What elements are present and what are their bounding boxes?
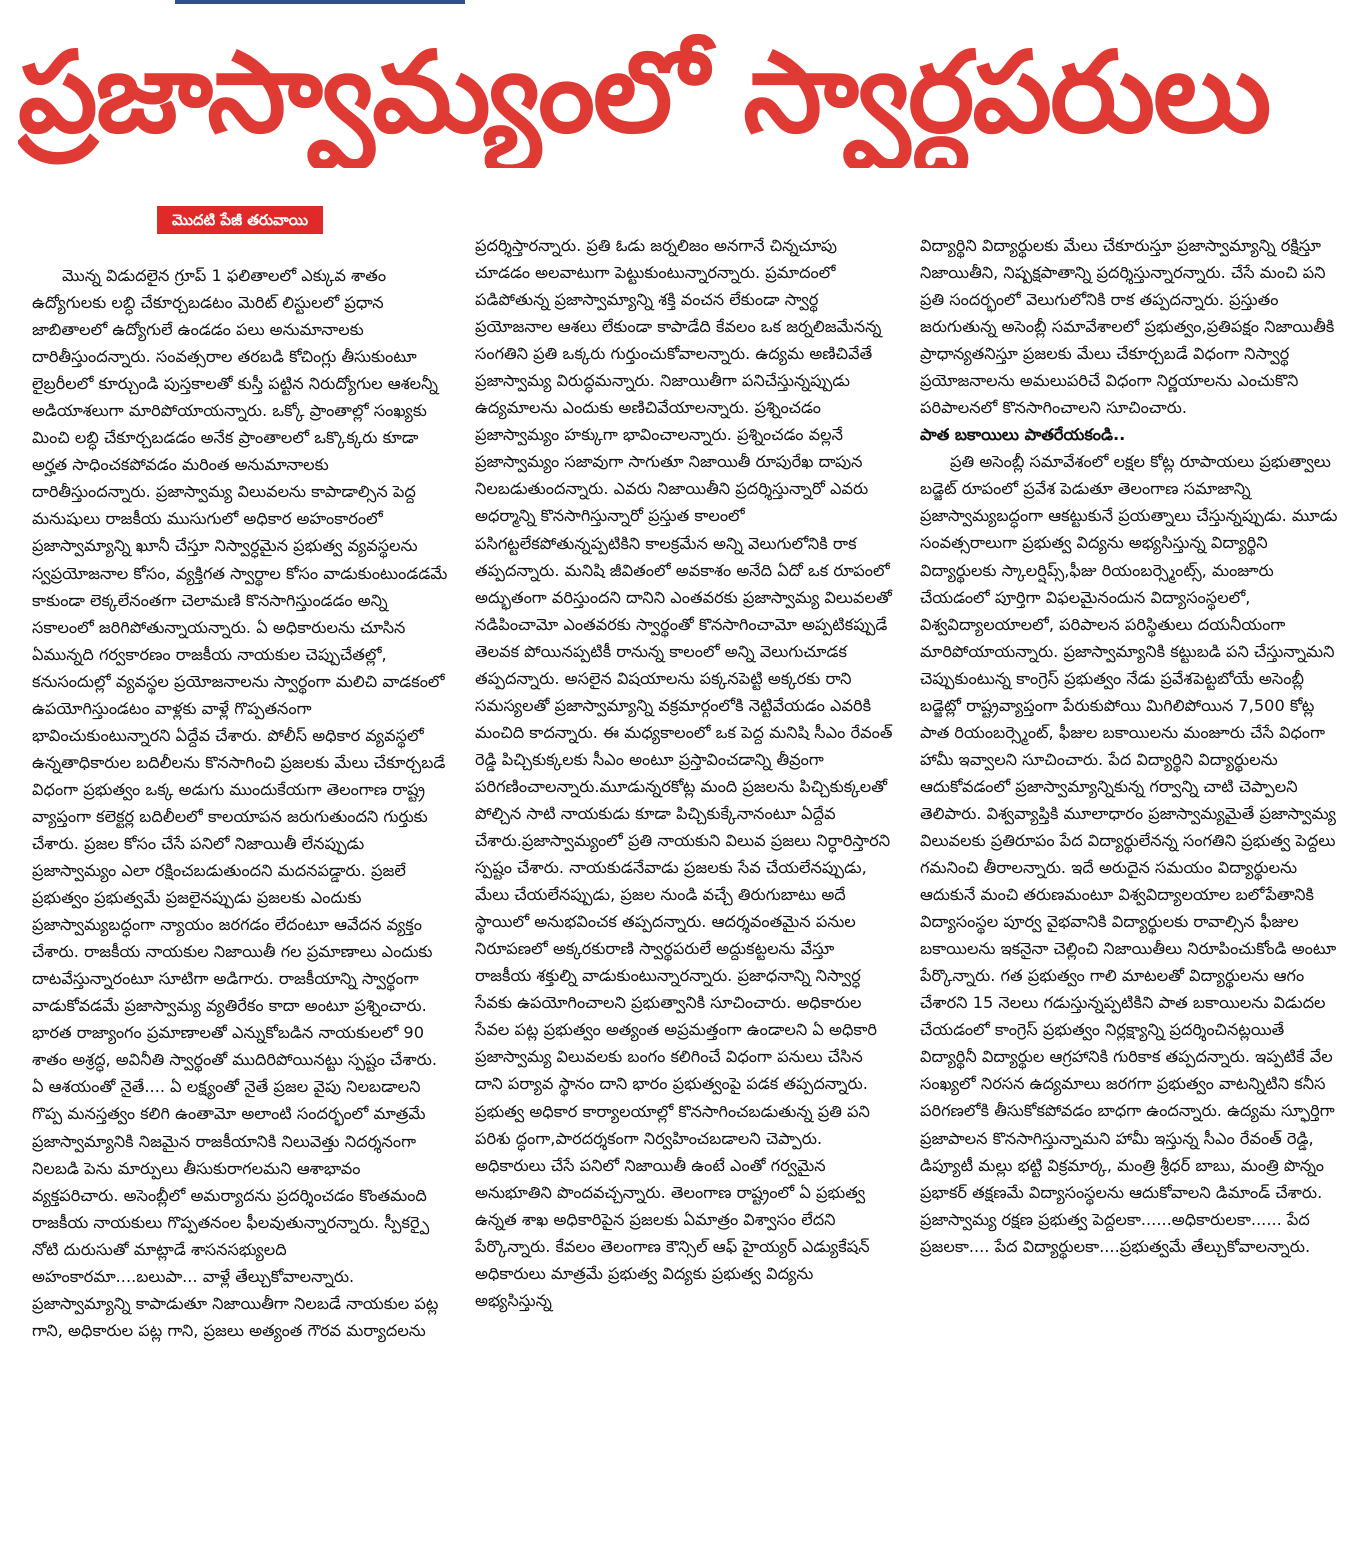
column-3-text-after: ప్రతి అసెంబ్లీ సమావేశంలో లక్షల కోట్ల రూపాయలు ప్రభుత్వాలు బడ్జెట్ రూపంలో ప్రవేశ పెడుతూ తెలంగాణ సమాజాన్ని ప్రజాస్వామ్యబద్ధంగా ఆకట్టుకునే ప్రయత్నాలు చేస్తున్నప్పుడు. మూడు సంవత్సరాలుగా ప్రభుత్వ విద్యను అభ్యసిస్తున్న విద్యార్థిని విద్యార్థులకు స్కాలర్షిప్స్,ఫీజు రియంబర్స్మెంట్స్, మంజూరు చేయడంలో పూర్తిగా విఫలమైనందున విద్యాసంస్థలలో, విశ్వవిద్యాలయాలలో, పరిపాలన పరిస్థితులు దయనీయంగా మారిపోయాయన్నారు. ప్రజాస్వామ్యానికి కట్టుబడి పని చేస్తున్నామని చెప్పుకుంటున్న కాంగ్రెస్ ప్రభుత్వం నేడు ప్రవేశపెట్టబోయే అసెంబ్లీ బడ్జెట్లో రాష్ట్రవ్యాప్తంగా పేరుకుపోయి మిగిలిపోయిన 7,500 కోట్ల పాత రియంబర్స్మెంట్, ఫీజుల బకాయిలను మంజూరు చేసే విధంగా హామీ ఇవ్వాలని సూచించారు. పేద విద్యార్థిని విద్యార్థులను ఆదుకోవడంలో ప్రజాస్వామ్యాన్నికున్న గర్వాన్ని చాటి చెప్పాలని తెలిపారు. విశ్వవ్యాప్తికి మూలాధారం ప్రజాస్వామ్యమైతే ప్రజాస్వామ్య విలువలకు ప్రతిరూపం పేద విద్యార్థులేనన్న సంగతిని ప్రభుత్వ పెద్దలు గమనించి తీరాలన్నారు. ఇదే అరుదైన సమయం విద్యార్థులను ఆదుకునే మంచి తరుణమంటూ విశ్వవిద్యాలయాల బలోపేతానికి విద్యాసంస్థల పూర్వ వైభవానికి విద్యార్థులకు రావాల్సిన ఫీజుల బకాయిలను ఇకనైనా చెల్లించి నిజాయితీలు నిరూపించుకోండి అంటూ పేర్కొన్నారు. గత ప్రభుత్వం గాలి మాటలతో విద్యార్థులను ఆగం చేశారని 15 నెలలు గడుస్తున్నప్పటికిని పాత బకాయిలను విడుదల చేయడంలో కాంగ్రెస్ ప్రభుత్వం నిర్లక్ష్యాన్ని ప్రదర్శించినట్లయితే విద్యార్థినీ విద్యార్థుల ఆగ్రహానికి గురికాక తప్పదన్నారు. ఇప్పటికే వేల సంఖ్యలో నిరసన ఉద్యమాలు జరగగా ప్రభుత్వం వాటన్నిటిని కనీస పరిగణలోకి తీసుకోకపోవడం బాధగా ఉందన్నారు. ఉద్యమ స్ఫూర్తిగా ప్రజాపాలన కొనసాగిస్తున్నామని హామీ ఇస్తున్న సీఎం రేవంత్ రెడ్డి, డిప్యూటీ మల్లు భట్టి విక్రమార్క, మంత్రి శ్రీధర్ బాబు, మంత్రి పొన్నం ప్రభాకర్ తక్షణమే విద్యాసంస్థలను ఆదుకోవాలని డిమాండ్ చేశారు. ప్రజాస్వామ్య రక్షణ ప్రభుత్వ పెద్దలకా......అధికారులకా...... పేద ప్రజలకా.... పేద విద్యార్థులకా....ప్రభుత్వమే తేల్చుకోవాలన్నారు.	[920, 452, 1338, 1256]
top-rule	[175, 0, 465, 4]
article-column-1	[32, 262, 452, 1552]
column-3-text-before: విద్యార్థిని విద్యార్థులకు మేలు చేకూరుస్తూ ప్రజాస్వామ్యాన్ని రక్షిస్తూ నిజాయితీని, నిష్పక్షపాతాన్ని ప్రదర్శిస్తున్నారన్నారు. చేసే మంచి పని ప్రతి సందర్భంలో వెలుగులోనికి రాక తప్పదన్నారు. ప్రస్తుతం జరుగుతున్న అసెంబ్లీ సమావేశాలలో ప్రభుత్వం,ప్రతిపక్షం నిజాయితీకి ప్రాధాన్యతనిస్తూ ప్రజలకు మేలు చేకూర్చబడే విధంగా నిస్వార్థ ప్రయోజనాలను అమలుపరిచే విధంగా నిర్ణయాలను ఎంచుకొని పరిపాలనలో కొనసాగించాలని సూచించారు.	[920, 236, 1335, 418]
column-1-text: మొన్న విడుదలైన గ్రూప్ 1 ఫలితాలలో ఎక్కువ శాతం ఉద్యోగులకు లబ్ధి చేకూర్చబడటం మెరిట్ లిస్టులలో ప్రధాన జాబితాలలో ఉద్యోగులే ఉండడం పలు అనుమానాలకు దారితీస్తుందన్నారు. సంవత్సరాల తరబడి కోచింగ్లు తీసుకుంటూ లైబ్రరీలలో కూర్చుండి పుస్తకాలతో కుస్తీ పట్టిన నిరుద్యోగుల ఆశలన్నీ అడియాశలుగా మారిపోయాయన్నారు. ఒక్కో ప్రాంతాల్లో సంఖ్యకు మించి లబ్ధి చేకూర్చబడడం అనేక ప్రాంతాలలో ఒక్కొక్కరు కూడా అర్హత సాధించకపోవడం మరింత అనుమానాలకు దారితీస్తుందన్నారు. ప్రజాస్వామ్య విలువలను కాపాడాల్సిన పెద్ద మనుషులు రాజకీయ ముసుగులో అధికార అహంకారంలో ప్రజాస్వామ్యాన్ని ఖూనీ చేస్తూ నిస్వార్ధమైన ప్రభుత్వ వ్యవస్థలను స్వప్రయోజనాల కోసం, వ్యక్తిగత స్వార్థాల కోసం వాడుకుంటుండడమే కాకుండా లెక్కలేనంతగా చెలామణి కొనసాగిస్తుండడం అన్ని సకాలంలో జరిగిపోతున్నాయన్నారు. ఏ అధికారులను చూసిన ఏమున్నది గర్వకారణం రాజకీయ నాయకుల చెప్పుచేతల్లో, కనుసందుల్లో వ్యవస్థల ప్రయోజనాలను స్వార్థంగా మలిచి వాడకంలో ఉపయోగిస్తుండటం వాళ్లకు వాళ్లే గొప్పతనంగా భావించుకుంటున్నారని ఏద్దేవ చేశారు. పోలీస్ అధికార వ్యవస్థలో ఉన్నతాధికారుల బదిలీలను కొనసాగించి ప్రజలకు మేలు చేకూర్చబడే విధంగా ప్రభుత్వం ఒక్క అడుగు ముందుకేయగా తెలంగాణ రాష్ట్ర వ్యాప్తంగా కలెక్టర్ల బదిలీలలో కాలయాపన జరుగుతుందని గుర్తుకు చేశారు. ప్రజల కోసం చేసే పనిలో నిజాయితీ లేనప్పుడు ప్రజాస్వామ్యం ఎలా రక్షించబడుతుందని మదనపడ్డారు. ప్రజలే ప్రభుత్వం ప్రభుత్వమే ప్రజలైనప్పుడు ప్రజలకు ఎందుకు ప్రజాస్వామ్యబద్ధంగా న్యాయం జరగడం లేదంటూ ఆవేదన వ్యక్తం చేశారు. రాజకీయ నాయకుల నిజాయితీ గల ప్రమాణాలు ఎందుకు దాటవేస్తున్నారంటూ సూటిగా అడిగారు. రాజకీయాన్ని స్వార్థంగా వాడుకోవడమే ప్రజాస్వామ్య వ్యతిరేకం కాదా అంటూ ప్రశ్నించారు. భారత రాజ్యాంగం ప్రమాణాలతో ఎన్నుకోబడిన నాయకులలో 90 శాతం అశ్రద్ధ, అవినీతి స్వార్థంతో ముదిరిపోయినట్టు స్పష్టం చేశారు. ఏ ఆశయంతో నైతే.... ఏ లక్ష్యంతో నైతే ప్రజల వైపు నిలబడాలని గొప్ప మనస్తత్వం కలిగి ఉంతామో అలాంటి సందర్భంలో మాత్రమే ప్రజాస్వామ్యానికి నిజమైన రాజకీయానికి నిలువెత్తు నిదర్శనంగా నిలబడి పెను మార్పులు తీసుకురాగలమని ఆశాభావం వ్యక్తపరిచారు. అసెంబ్లీలో అమర్యాదను ప్రదర్శించడం కొంతమంది రాజకీయ నాయకులు గొప్పతనంల ఫీలవుతున్నారన్నారు. స్పీకర్పై నోటి దురుసుతో మాట్లాడే శాసనసభ్యులది అహంకారమా....బలుపా... వాళ్లే తేల్చుకోవాలన్నారు. ప్రజాస్వామ్యాన్ని కాపాడుతూ నిజాయితీగా నిలబడే నాయకుల పట్ల గాని, అధికారుల పట్ల గాని, ప్రజలు అత్యంత గౌరవ మర్యాదలను	[32, 266, 448, 1340]
column-3-subheading: పాత బకాయిలు పాతరేయకండి..	[920, 425, 1126, 445]
column-2-text: ప్రదర్శిస్తారన్నారు. ప్రతి ఓడు జర్నలిజం అనగానే చిన్నచూపు చూడడం అలవాటుగా పెట్టుకుంటున్నారన్నారు. ప్రమాదంలో పడిపోతున్న ప్రజాస్వామ్యాన్ని శక్తి వంచన లేకుండా స్వార్థ ప్రయోజనాల ఆశలు లేకుండా కాపాడేది కేవలం ఒక జర్నలిజమేనన్న సంగతిని ప్రతి ఒక్కరు గుర్తుంచుకోవాలన్నారు. ఉద్యమ అణిచివేతే ప్రజాస్వామ్య విరుద్ధమన్నారు. నిజాయితీగా పనిచేస్తున్నప్పుడు ఉద్యమాలను ఎందుకు అణిచివేయాలన్నారు. ప్రశ్నించడం ప్రజాస్వామ్యం హక్కుగా భావించాలన్నారు. ప్రశ్నించడం వల్లనే ప్రజాస్వామ్యం సజావుగా సాగుతూ నిజాయితీ రూపురేఖ దాపున నిలబడుతుందన్నారు. ఎవరు నిజాయితీని ప్రదర్శిస్తున్నారో ఎవరు అధర్మాన్ని కొనసాగిస్తున్నారో ప్రస్తుత కాలంలో పసిగట్టలేకపోతున్నప్పటికిని కాలక్రమేన అన్ని వెలుగులోనికి రాక తప్పదన్నారు. మనిషి జీవితంలో అవకాశం అనేది ఏదో ఒక రూపంలో అద్భుతంగా వరిస్తుందని దానిని ఎంతవరకు ప్రజాస్వామ్య విలువలతో నడిపించామో ఎంతవరకు స్వార్థంతో కొనసాగించామో అప్పటికప్పుడే తెలవక పోయినప్పటికీ రానున్న కాలంలో అన్ని వెలుగుచూడక తప్పదన్నారు. అసలైన విషయాలను పక్కనపెట్టి అక్కరకు రాని సమస్యలతో ప్రజాస్వామ్యాన్ని వక్రమార్గంలోకి నెట్టివేయడం ఎవరికి మంచిది కాదన్నారు. ఈ మధ్యకాలంలో ఒక పెద్ద మనిషి సీఎం రేవంత్ రెడ్డి పిచ్చికుక్కలకు సీఎం అంటూ ప్రస్తావించడాన్ని తీవ్రంగా పరిగణించాలన్నారు.మూడున్నరకోట్ల మంది ప్రజలను పిచ్చికుక్కలతో పోల్చిన సాటి నాయకుడు కూడా పిచ్చికుక్కేనానంటూ ఏద్దేవ చేశారు.ప్రజాస్వామ్యంలో ప్రతి నాయకుని విలువ ప్రజలు నిర్ధారిస్తారని స్పష్టం చేశారు. నాయకుడనేవాడు ప్రజలకు సేవ చేయలేనప్పుడు, మేలు చేయలేనప్పుడు, ప్రజల నుండి వచ్చే తిరుగుబాటు అదే స్థాయిలో అనుభవించక తప్పదన్నారు. ఆదర్శవంతమైన పనుల నిరూపణలో అక్కరకురాణి స్వార్థపరులే అద్దుకట్టలను వేస్తూ రాజకీయ శక్తుల్ని వాడుకుంటున్నారన్నారు. ప్రజాధనాన్ని నిస్వార్ధ సేవకు ఉపయోగించాలని ప్రభుత్వానికి సూచించారు. అధికారుల సేవల పట్ల ప్రభుత్వం అత్యంత అప్రమత్తంగా ఉండాలని ఏ అధికారి ప్రజాస్వామ్య విలువలకు బంగం కలిగించే విధంగా పనులు చేసిన దాని పర్యావ స్థానం దాని భారం ప్రభుత్వంపై పడక తప్పదన్నారు. ప్రభుత్వ అధికార కార్యాలయాల్లో కొనసాగించబడుతున్న ప్రతి పని పరిశు ద్ధంగా,పారదర్శకంగా నిర్వహించబడాలని చెప్పారు. అధికారులు చేసే పనిలో నిజాయితీ ఉంటే ఎంతో గర్వమైన అనుభూతిని పొందవచ్చన్నారు. తెలంగాణ రాష్ట్రంలో ఏ ప్రభుత్వ ఉన్నత శాఖ అధికారిపైన ప్రజలకు ఏమాత్రం విశ్వాసం లేదని పేర్కొన్నారు. కేవలం తెలంగాణ కౌన్సిల్ ఆఫ్ హైయ్యర్ ఎడ్యుకేషన్ అధికారులు మాత్రమే ప్రభుత్వ విద్యకు ప్రభుత్వ విద్యను అభ్యసిస్తున్న	[475, 236, 893, 1310]
article-column-3	[920, 232, 1342, 1522]
article-column-2	[475, 232, 895, 1552]
continuation-tag: మొదటి పేజీ తరువాయి	[157, 206, 323, 234]
headline: ప్రజాస్వామ్యంలో స్వార్ధపరులు	[18, 28, 1270, 158]
